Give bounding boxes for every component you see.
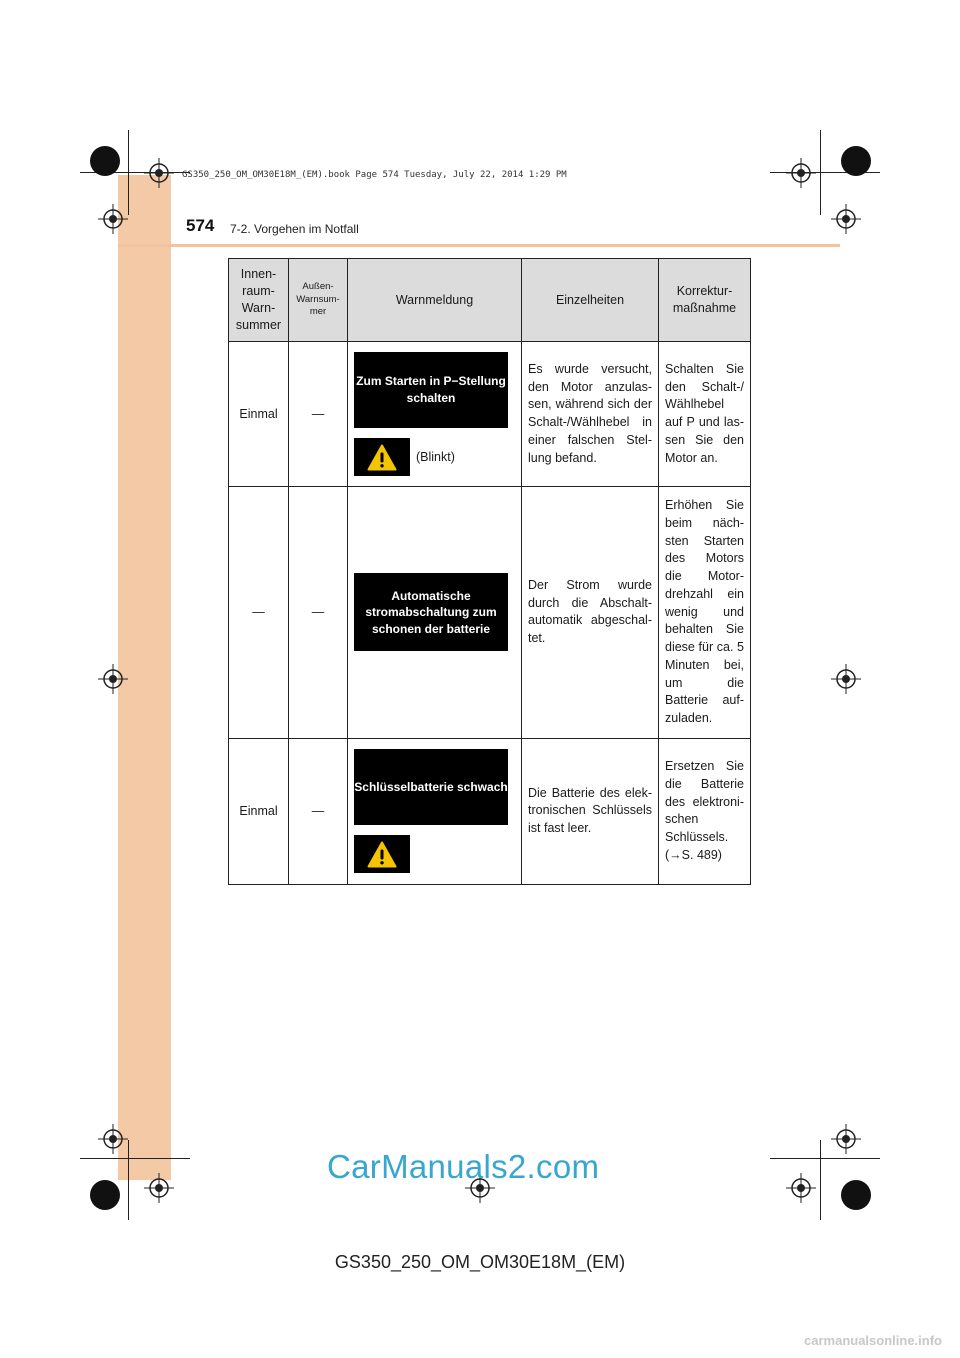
registration-mark-icon	[786, 158, 816, 188]
warning-message-cell	[348, 487, 522, 739]
registration-dot	[90, 146, 120, 176]
inner-buzzer-cell: Einmal	[229, 738, 289, 884]
inner-buzzer-cell: Einmal	[229, 342, 289, 487]
registration-dot	[841, 1180, 871, 1210]
bottom-site-mark: carmanualsonline.info	[804, 1333, 942, 1348]
blink-note: (Blinkt)	[416, 450, 455, 464]
icon-row	[354, 835, 515, 873]
registration-mark-icon	[98, 1124, 128, 1154]
correction-cell: Ersetzen Sie die Batterie des elektroni-schen Schlüssels. (→S. 489)	[659, 738, 751, 884]
header-rule	[118, 244, 840, 247]
col-header-correction: Korrektur-maßnahme	[659, 259, 751, 342]
warning-triangle-icon	[354, 835, 410, 873]
display-message: Automatische stromabschaltung zum schonen der batterie	[354, 573, 508, 651]
registration-mark-icon	[144, 158, 174, 188]
outer-buzzer-cell: —	[289, 738, 348, 884]
details-cell: Der Strom wurde durch die Abschalt-automatik abgeschal-tet.	[522, 487, 659, 739]
section-title: 7-2. Vorgehen im Notfall	[230, 222, 359, 236]
registration-mark-icon	[831, 1124, 861, 1154]
registration-mark-icon	[144, 1173, 174, 1203]
col-header-warning-message: Warnmeldung	[348, 259, 522, 342]
outer-buzzer-cell: —	[289, 342, 348, 487]
footer-code: GS350_250_OM_OM30E18M_(EM)	[334, 1252, 626, 1272]
warning-message-cell	[348, 342, 522, 487]
col-header-details: Einzelheiten	[522, 259, 659, 342]
page-number: 574	[186, 216, 215, 235]
col-header-outer-buzzer: Außen-Warnsum-mer	[289, 259, 348, 342]
details-cell: Es wurde versucht, den Motor anzulas-sen, während sich der Schalt-/Wählhebel in einer falschen Stel-lung befand.	[522, 342, 659, 487]
col-header-inner-buzzer: Innen-raum-Warn-summer	[229, 259, 289, 342]
registration-mark-icon	[98, 664, 128, 694]
icon-row	[354, 438, 515, 476]
table-row	[229, 342, 751, 487]
crop-mark	[770, 1158, 880, 1159]
crop-mark	[128, 1140, 129, 1220]
crop-mark	[80, 1158, 190, 1159]
registration-mark-icon	[98, 204, 128, 234]
registration-dot	[90, 1180, 120, 1210]
table-header-row	[229, 259, 751, 342]
warning-message-cell	[348, 738, 522, 884]
correction-cell: Schalten Sie den Schalt-/ Wählhebel auf P und las-sen Sie den Motor an.	[659, 342, 751, 487]
outer-buzzer-cell: —	[289, 487, 348, 739]
registration-mark-icon	[831, 664, 861, 694]
details-cell: Die Batterie des elek-tronischen Schlüssels ist fast leer.	[522, 738, 659, 884]
table-row	[229, 738, 751, 884]
display-message: Zum Starten in P−Stellung schalten	[354, 352, 508, 428]
correction-cell: Erhöhen Sie beim näch-sten Starten des Motors die Motor-drehzahl ein wenig und behalten Sie diese für ca. 5 Minuten bei, um die Batterie auf-zuladen.	[659, 487, 751, 739]
warning-triangle-icon	[354, 438, 410, 476]
registration-mark-icon	[831, 204, 861, 234]
registration-dot	[841, 146, 871, 176]
print-info-line: GS350_250_OM_OM30E18M_(EM).book Page 574 Tuesday, July 22, 2014 1:29 PM	[182, 170, 567, 180]
display-message: Schlüsselbatterie schwach	[354, 749, 508, 825]
watermark: CarManuals2.com	[327, 1148, 600, 1185]
registration-mark-icon	[786, 1173, 816, 1203]
inner-buzzer-cell: —	[229, 487, 289, 739]
warning-message-table	[228, 258, 751, 885]
crop-mark	[820, 1140, 821, 1220]
table-row	[229, 487, 751, 739]
